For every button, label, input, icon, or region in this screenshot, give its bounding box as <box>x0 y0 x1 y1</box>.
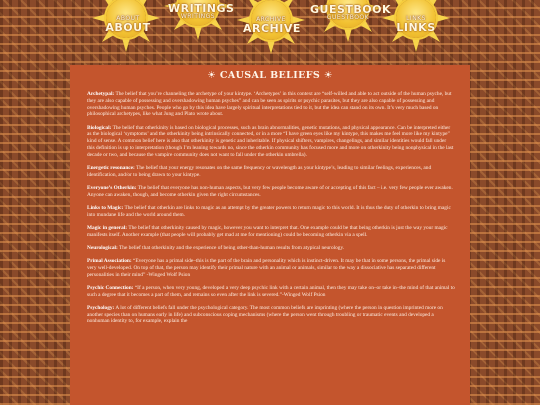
top-navigation <box>0 0 540 44</box>
belief-term: Psychic Connection: <box>87 284 134 291</box>
list-item <box>87 285 455 299</box>
belief-term: Archetypal: <box>87 91 115 97</box>
list-item <box>87 165 455 179</box>
nav-links-label: LINKS <box>396 21 436 34</box>
content-panel <box>70 65 470 405</box>
belief-term: Neurological: <box>87 244 118 251</box>
nav-archive-label: ARCHIVE <box>243 22 301 35</box>
belief-term: Magic in general: <box>87 224 128 231</box>
nav-writings-small: WRITINGS <box>180 13 216 20</box>
belief-text: The belief that everyone has non-human aspects, but very few people become aware of or accepting of this fact – i.e. very few people ever awaken. Anyone can awaken, though, and become otherkin given the right circumstances. <box>87 184 453 198</box>
belief-term: Psychology: <box>87 304 115 311</box>
nav-links-small: LINKS <box>406 15 426 22</box>
nav-about-small: ABOUT <box>116 15 140 22</box>
nav-archive-small: ARCHIVE <box>256 16 286 23</box>
list-item <box>87 258 455 278</box>
belief-term: Energetic resonance: <box>87 164 135 171</box>
list-item <box>87 225 455 239</box>
nav-links[interactable] <box>388 16 444 33</box>
belief-text: The belief that otherkinity is based on biological processes, such as brain abnormalities, genetic mutations, and physical appearance. Can be interpreted either as the biological ‘symptoms’ and the otherkinity being intrinsically connected, or in a more “I have green eyes like my kintype, this makes me feel more like my kintype” kind of sense. A common belief here is also that otherkinity is genetic and inheritable. If physical shifters, vampires, changelings, and similar identities would fall under this definition is up to interpretation (though I’m leaning towards no, since the otherkin community has focused more and more on otherkinity being nonphysical in the last decade or two, and because the vampire community does not want to fall under the otherkin umbrella). <box>87 124 454 158</box>
belief-text: The belief that your energy resonates on the same frequency or wavelength as your kintype’s, leading to similar feelings, experiences, and identification, and/or to being drawn to your kintype. <box>87 164 432 178</box>
nav-archive[interactable] <box>243 17 299 34</box>
list-item <box>87 205 455 219</box>
list-item <box>87 305 455 325</box>
belief-term: Links to Magic: <box>87 204 124 211</box>
list-item <box>87 185 455 199</box>
list-item <box>87 245 455 252</box>
belief-text: “Everyone has a primal side–this is the part of the brain and personality which is instinct-driven. It may be that in some persons, the primal side is very well-developed. On top of that, the person may identify their primal nature with an animal or animals, similar to the way a dissociative has separated different personalities in their mind” -Winged Wolf Psion <box>87 258 446 278</box>
list-item <box>87 125 455 159</box>
belief-text: The belief that otherkinity caused by magic, however you want to interpret that. One example could be that being otherkin is just the way your magic manifests itself. Another example (that people will probably get mad at me for mentioning) could be becoming otherkin via a spell. <box>87 224 448 238</box>
belief-text: The belief that you’re channeling the archetype of your kintype. ‘Archetypes’ in this context are “self-willed and able to act outside of the human psyche, but they are also capable of possessing and overshadowing human psyches” and can be seen as spirits or psychic parasites, but they are also capable of possessing and overshadowing human psyches. People who go by this idea have largely spiritual interpretations tied to it, but the idea can stand on its own. It’s very much based on philosophical archetypes, like what Jung and Plato wrote about. <box>87 91 452 118</box>
beliefs-list <box>87 91 455 332</box>
nav-guestbook-small: GUESTBOOK <box>326 14 370 21</box>
belief-text: A lot of different beliefs fall under the psychological category. The most common beliefs are imprinting (where the person in question imprinted more on another species than on humans early in life) and subconscious coping mechanisms (where the person went through troubling or traumatic events and developed a nonhuman identity to, for example, explain the <box>87 304 443 325</box>
belief-text: The belief that otherkinity and the experience of being other-than-human results from atypical neurology. <box>119 244 345 251</box>
list-item <box>87 91 455 118</box>
belief-term: Everyone’s Otherkin: <box>87 184 137 191</box>
belief-text: The belief that otherkin are links to magic as an attempt by the greater powers to return magic to this world. It is thus the duty of otherkin to bring magic into mundane life and the world around them. <box>87 204 451 218</box>
belief-term: Primal Association: <box>87 258 132 264</box>
nav-guestbook[interactable] <box>310 3 392 21</box>
nav-about-label: ABOUT <box>105 21 151 34</box>
nav-about[interactable] <box>100 16 156 33</box>
nav-guestbook-label: GUESTBOOK <box>310 3 392 16</box>
belief-text: “If a person, when very young, developed a very deep psychic link with a certain animal, then they may take on–or take in–the mind of that animal to such a degree that it becomes a part of them, and remains so even after the link is severed.”-Winged Wolf Psion <box>87 284 455 298</box>
nav-writings[interactable] <box>168 2 235 20</box>
nav-writings-label: WRITINGS <box>168 2 235 15</box>
belief-term: Biological: <box>87 124 112 131</box>
page-title: ☀ CAUSAL BELIEFS ☀ <box>207 70 333 81</box>
